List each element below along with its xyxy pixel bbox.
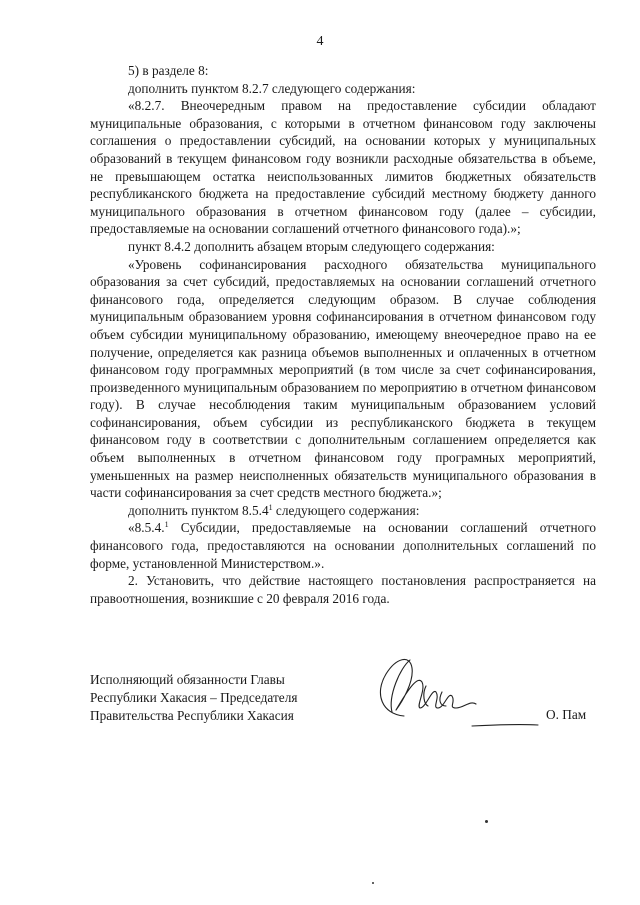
signatory-title-line1: Исполняющий обязанности Главы: [90, 672, 285, 687]
scan-speck: [372, 882, 374, 884]
signatory-title: [90, 671, 297, 725]
paragraph-8-4-2: пункт 8.4.2 дополнить абзацем вторым следующего содержания:: [128, 238, 495, 254]
signatory-name: О. Пам: [546, 707, 587, 722]
paragraph-add-8-5-4-1: дополнить пунктом 8.5.4$^1$ следующего содержания:: [128, 502, 420, 518]
paragraph-add-8-2-7: дополнить пунктом 8.2.7 следующего содержания:: [128, 80, 416, 96]
paragraph-effective-date: 2. Установить, что действие настоящего постановления распространяется на правоотношения, возникшие с 20 февраля 2016 года.: [90, 573, 596, 606]
signatory-title-line3: Правительства Республики Хакасия: [90, 708, 294, 723]
page-number: 4: [316, 34, 324, 49]
paragraph-8-4-2-text: «Уровень софинансирования расходного обязательства муниципального образования за счет субсидий, предоставляемых на основании соглашений отчетного финансового года, определяется следующим образом. В случае соблюдения муниципальным образованием уровня софинансирования в отчетном финансовом году объем субсидии муниципальному образованию, имеющему внеочередное право на ее получение, определяется как разница объемов выполненных и оплаченных в отчетном финансовом году программных мероприятий (в том числе за счет софинансирования, произведенного муниципальным образованием по мероприятию в отчетном финансовом году). В случае несоблюдения таким муниципальным образованием условий софинансирования, объем субсидии из республиканского бюджета в текущем финансовом году в соответствии с дополнительным соглашением определяется как объем выполненных в отчетном финансовом году програмных мероприятий, уменьшенных на размер неисполненных обязательств муниципального образования в части софинансирования за счет средств местного бюджета.»;: [90, 256, 596, 501]
paragraph-section-8: 5) в разделе 8:: [128, 63, 209, 78]
scan-speck: [485, 820, 488, 823]
paragraph-8-2-7-text: «8.2.7. Внеочередным правом на предоставление субсидии обладают муниципальные образования, с которыми в отчетном финансовом году заключены соглашения о предоставлении субсидий, на основании которых у муниципальных образований в текущем финансовом году возникли расходные обязательства в объеме, не превышающем остатка неиспользованных лимитов бюджетных обязательств республиканского бюджета на предоставление субсидий местному бюджету данного муниципального образования в отчетном финансовом году (далее – субсидии, предоставляемые на основании соглашений отчетного финансового года).»;: [90, 98, 596, 237]
paragraph-8-5-4-1-text: «8.5.4.$^1$ Субсидии, предоставляемые на основании соглашений отчетного финансового года, предоставляются на основании дополнительных соглашений по форме, установленной Министерством.».: [90, 520, 596, 571]
document-body: [90, 62, 596, 607]
signatory-title-line2: Республики Хакасия – Председателя: [90, 690, 298, 705]
handwritten-signature: [352, 646, 542, 736]
